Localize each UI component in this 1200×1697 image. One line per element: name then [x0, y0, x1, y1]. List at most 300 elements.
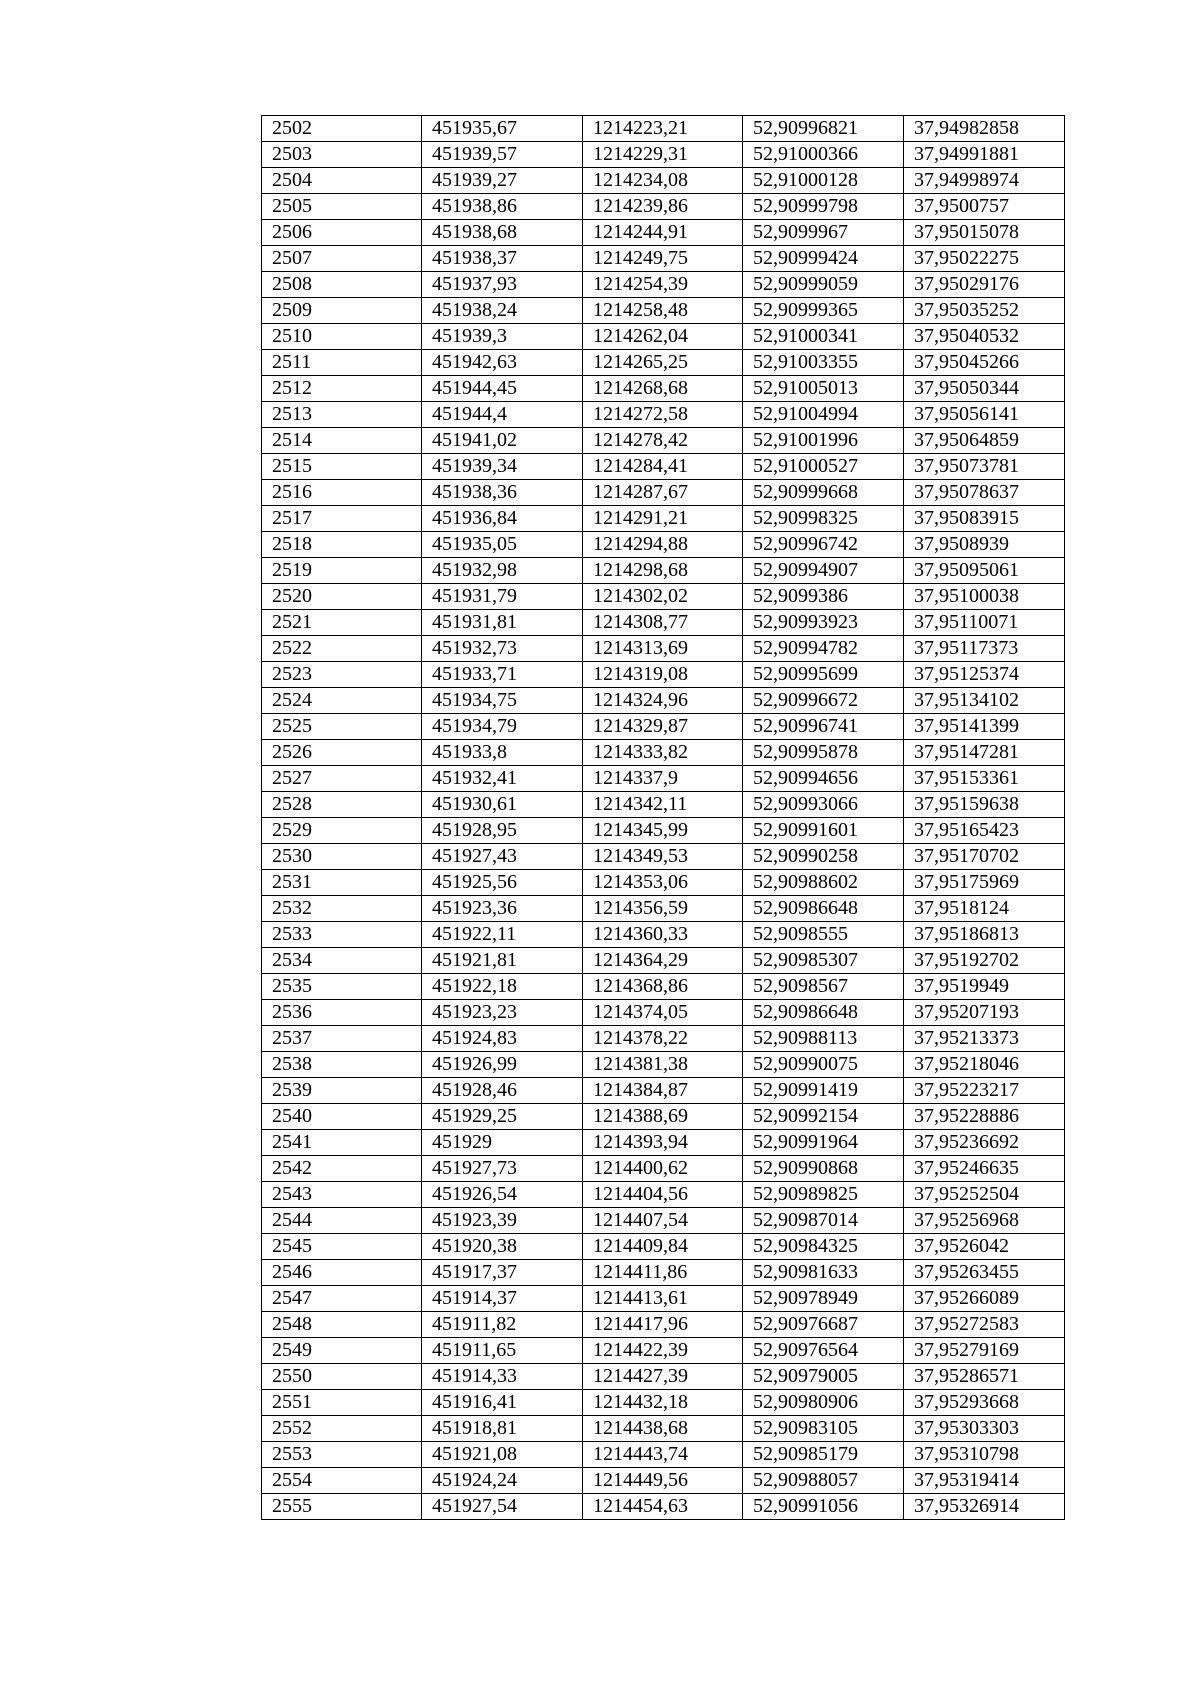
x-coordinate-cell: 451925,56 — [422, 870, 583, 896]
point-number-cell: 2532 — [262, 896, 422, 922]
longitude-cell: 37,94982858 — [904, 116, 1065, 142]
y-coordinate-cell: 1214393,94 — [583, 1130, 743, 1156]
table-row — [262, 324, 1065, 350]
longitude-cell: 37,95083915 — [904, 506, 1065, 532]
y-coordinate-cell: 1214378,22 — [583, 1026, 743, 1052]
y-coordinate-cell: 1214308,77 — [583, 610, 743, 636]
longitude-cell: 37,95029176 — [904, 272, 1065, 298]
x-coordinate-cell: 451932,98 — [422, 558, 583, 584]
table-row — [262, 1104, 1065, 1130]
latitude-cell: 52,90990075 — [743, 1052, 904, 1078]
point-number-cell: 2550 — [262, 1364, 422, 1390]
x-coordinate-cell: 451944,45 — [422, 376, 583, 402]
table-row — [262, 558, 1065, 584]
point-number-cell: 2552 — [262, 1416, 422, 1442]
latitude-cell: 52,9098555 — [743, 922, 904, 948]
longitude-cell: 37,94991881 — [904, 142, 1065, 168]
y-coordinate-cell: 1214342,11 — [583, 792, 743, 818]
longitude-cell: 37,95286571 — [904, 1364, 1065, 1390]
latitude-cell: 52,9099967 — [743, 220, 904, 246]
point-number-cell: 2504 — [262, 168, 422, 194]
y-coordinate-cell: 1214443,74 — [583, 1442, 743, 1468]
x-coordinate-cell: 451929 — [422, 1130, 583, 1156]
point-number-cell: 2529 — [262, 818, 422, 844]
y-coordinate-cell: 1214407,54 — [583, 1208, 743, 1234]
point-number-cell: 2528 — [262, 792, 422, 818]
x-coordinate-cell: 451923,23 — [422, 1000, 583, 1026]
x-coordinate-cell: 451911,82 — [422, 1312, 583, 1338]
x-coordinate-cell: 451939,57 — [422, 142, 583, 168]
x-coordinate-cell: 451932,41 — [422, 766, 583, 792]
point-number-cell: 2547 — [262, 1286, 422, 1312]
latitude-cell: 52,90978949 — [743, 1286, 904, 1312]
point-number-cell: 2537 — [262, 1026, 422, 1052]
x-coordinate-cell: 451935,05 — [422, 532, 583, 558]
latitude-cell: 52,91000366 — [743, 142, 904, 168]
table-row — [262, 1390, 1065, 1416]
table-row — [262, 1052, 1065, 1078]
longitude-cell: 37,95236692 — [904, 1130, 1065, 1156]
y-coordinate-cell: 1214284,41 — [583, 454, 743, 480]
table-row — [262, 1234, 1065, 1260]
x-coordinate-cell: 451938,86 — [422, 194, 583, 220]
point-number-cell: 2503 — [262, 142, 422, 168]
point-number-cell: 2522 — [262, 636, 422, 662]
table-row — [262, 974, 1065, 1000]
table-row — [262, 1442, 1065, 1468]
latitude-cell: 52,90990868 — [743, 1156, 904, 1182]
table-row — [262, 142, 1065, 168]
table-row — [262, 844, 1065, 870]
table-row — [262, 116, 1065, 142]
longitude-cell: 37,95263455 — [904, 1260, 1065, 1286]
latitude-cell: 52,90991964 — [743, 1130, 904, 1156]
longitude-cell: 37,95117373 — [904, 636, 1065, 662]
point-number-cell: 2536 — [262, 1000, 422, 1026]
y-coordinate-cell: 1214411,86 — [583, 1260, 743, 1286]
point-number-cell: 2540 — [262, 1104, 422, 1130]
point-number-cell: 2533 — [262, 922, 422, 948]
y-coordinate-cell: 1214258,48 — [583, 298, 743, 324]
longitude-cell: 37,95064859 — [904, 428, 1065, 454]
x-coordinate-cell: 451936,84 — [422, 506, 583, 532]
y-coordinate-cell: 1214268,68 — [583, 376, 743, 402]
point-number-cell: 2555 — [262, 1494, 422, 1520]
latitude-cell: 52,90991419 — [743, 1078, 904, 1104]
longitude-cell: 37,95319414 — [904, 1468, 1065, 1494]
x-coordinate-cell: 451935,67 — [422, 116, 583, 142]
longitude-cell: 37,95022275 — [904, 246, 1065, 272]
table-row — [262, 792, 1065, 818]
longitude-cell: 37,95159638 — [904, 792, 1065, 818]
table-row — [262, 636, 1065, 662]
point-number-cell: 2530 — [262, 844, 422, 870]
latitude-cell: 52,91003355 — [743, 350, 904, 376]
y-coordinate-cell: 1214400,62 — [583, 1156, 743, 1182]
x-coordinate-cell: 451927,54 — [422, 1494, 583, 1520]
x-coordinate-cell: 451918,81 — [422, 1416, 583, 1442]
point-number-cell: 2531 — [262, 870, 422, 896]
point-number-cell: 2527 — [262, 766, 422, 792]
longitude-cell: 37,95073781 — [904, 454, 1065, 480]
table-row — [262, 1182, 1065, 1208]
table-row — [262, 194, 1065, 220]
table-row — [262, 1156, 1065, 1182]
y-coordinate-cell: 1214360,33 — [583, 922, 743, 948]
y-coordinate-cell: 1214302,02 — [583, 584, 743, 610]
table-row — [262, 1260, 1065, 1286]
y-coordinate-cell: 1214454,63 — [583, 1494, 743, 1520]
point-number-cell: 2518 — [262, 532, 422, 558]
latitude-cell: 52,90995699 — [743, 662, 904, 688]
latitude-cell: 52,91000341 — [743, 324, 904, 350]
point-number-cell: 2506 — [262, 220, 422, 246]
point-number-cell: 2521 — [262, 610, 422, 636]
x-coordinate-cell: 451938,37 — [422, 246, 583, 272]
latitude-cell: 52,90999059 — [743, 272, 904, 298]
y-coordinate-cell: 1214287,67 — [583, 480, 743, 506]
latitude-cell: 52,90987014 — [743, 1208, 904, 1234]
table-row — [262, 584, 1065, 610]
longitude-cell: 37,95303303 — [904, 1416, 1065, 1442]
point-number-cell: 2554 — [262, 1468, 422, 1494]
longitude-cell: 37,95153361 — [904, 766, 1065, 792]
y-coordinate-cell: 1214294,88 — [583, 532, 743, 558]
table-row — [262, 454, 1065, 480]
latitude-cell: 52,90993923 — [743, 610, 904, 636]
latitude-cell: 52,90996741 — [743, 714, 904, 740]
x-coordinate-cell: 451944,4 — [422, 402, 583, 428]
table-row — [262, 1416, 1065, 1442]
table-row — [262, 740, 1065, 766]
table-row — [262, 376, 1065, 402]
coordinates-table — [261, 115, 1065, 1520]
table-row — [262, 1286, 1065, 1312]
table-row — [262, 1494, 1065, 1520]
x-coordinate-cell: 451926,99 — [422, 1052, 583, 1078]
longitude-cell: 37,95218046 — [904, 1052, 1065, 1078]
x-coordinate-cell: 451933,8 — [422, 740, 583, 766]
latitude-cell: 52,90999798 — [743, 194, 904, 220]
y-coordinate-cell: 1214404,56 — [583, 1182, 743, 1208]
x-coordinate-cell: 451914,37 — [422, 1286, 583, 1312]
x-coordinate-cell: 451911,65 — [422, 1338, 583, 1364]
x-coordinate-cell: 451928,46 — [422, 1078, 583, 1104]
latitude-cell: 52,90988057 — [743, 1468, 904, 1494]
table-row — [262, 532, 1065, 558]
x-coordinate-cell: 451941,02 — [422, 428, 583, 454]
y-coordinate-cell: 1214278,42 — [583, 428, 743, 454]
point-number-cell: 2515 — [262, 454, 422, 480]
point-number-cell: 2548 — [262, 1312, 422, 1338]
longitude-cell: 37,95035252 — [904, 298, 1065, 324]
latitude-cell: 52,90985307 — [743, 948, 904, 974]
y-coordinate-cell: 1214272,58 — [583, 402, 743, 428]
table-row — [262, 766, 1065, 792]
y-coordinate-cell: 1214329,87 — [583, 714, 743, 740]
x-coordinate-cell: 451934,75 — [422, 688, 583, 714]
point-number-cell: 2553 — [262, 1442, 422, 1468]
longitude-cell: 37,95045266 — [904, 350, 1065, 376]
y-coordinate-cell: 1214349,53 — [583, 844, 743, 870]
longitude-cell: 37,9526042 — [904, 1234, 1065, 1260]
point-number-cell: 2544 — [262, 1208, 422, 1234]
x-coordinate-cell: 451924,83 — [422, 1026, 583, 1052]
x-coordinate-cell: 451920,38 — [422, 1234, 583, 1260]
latitude-cell: 52,91000128 — [743, 168, 904, 194]
point-number-cell: 2541 — [262, 1130, 422, 1156]
table-row — [262, 662, 1065, 688]
longitude-cell: 37,95050344 — [904, 376, 1065, 402]
table-row — [262, 714, 1065, 740]
x-coordinate-cell: 451926,54 — [422, 1182, 583, 1208]
table-row — [262, 350, 1065, 376]
y-coordinate-cell: 1214368,86 — [583, 974, 743, 1000]
longitude-cell: 37,95040532 — [904, 324, 1065, 350]
point-number-cell: 2525 — [262, 714, 422, 740]
x-coordinate-cell: 451914,33 — [422, 1364, 583, 1390]
point-number-cell: 2512 — [262, 376, 422, 402]
longitude-cell: 37,95134102 — [904, 688, 1065, 714]
y-coordinate-cell: 1214409,84 — [583, 1234, 743, 1260]
latitude-cell: 52,91005013 — [743, 376, 904, 402]
latitude-cell: 52,90999365 — [743, 298, 904, 324]
latitude-cell: 52,90979005 — [743, 1364, 904, 1390]
point-number-cell: 2538 — [262, 1052, 422, 1078]
y-coordinate-cell: 1214298,68 — [583, 558, 743, 584]
latitude-cell: 52,90990258 — [743, 844, 904, 870]
x-coordinate-cell: 451938,36 — [422, 480, 583, 506]
longitude-cell: 37,95326914 — [904, 1494, 1065, 1520]
x-coordinate-cell: 451921,08 — [422, 1442, 583, 1468]
table-row — [262, 818, 1065, 844]
table-row — [262, 298, 1065, 324]
point-number-cell: 2516 — [262, 480, 422, 506]
longitude-cell: 37,95272583 — [904, 1312, 1065, 1338]
x-coordinate-cell: 451923,39 — [422, 1208, 583, 1234]
point-number-cell: 2519 — [262, 558, 422, 584]
x-coordinate-cell: 451916,41 — [422, 1390, 583, 1416]
point-number-cell: 2526 — [262, 740, 422, 766]
table-row — [262, 1364, 1065, 1390]
table-row — [262, 922, 1065, 948]
y-coordinate-cell: 1214417,96 — [583, 1312, 743, 1338]
longitude-cell: 37,94998974 — [904, 168, 1065, 194]
longitude-cell: 37,9519949 — [904, 974, 1065, 1000]
y-coordinate-cell: 1214345,99 — [583, 818, 743, 844]
x-coordinate-cell: 451927,73 — [422, 1156, 583, 1182]
y-coordinate-cell: 1214333,82 — [583, 740, 743, 766]
table-row — [262, 506, 1065, 532]
latitude-cell: 52,90988602 — [743, 870, 904, 896]
longitude-cell: 37,95228886 — [904, 1104, 1065, 1130]
y-coordinate-cell: 1214254,39 — [583, 272, 743, 298]
latitude-cell: 52,90996821 — [743, 116, 904, 142]
latitude-cell: 52,90983105 — [743, 1416, 904, 1442]
latitude-cell: 52,90986648 — [743, 896, 904, 922]
longitude-cell: 37,95095061 — [904, 558, 1065, 584]
latitude-cell: 52,90994907 — [743, 558, 904, 584]
longitude-cell: 37,95186813 — [904, 922, 1065, 948]
x-coordinate-cell: 451922,11 — [422, 922, 583, 948]
x-coordinate-cell: 451921,81 — [422, 948, 583, 974]
y-coordinate-cell: 1214388,69 — [583, 1104, 743, 1130]
table-row — [262, 402, 1065, 428]
y-coordinate-cell: 1214324,96 — [583, 688, 743, 714]
x-coordinate-cell: 451929,25 — [422, 1104, 583, 1130]
longitude-cell: 37,95056141 — [904, 402, 1065, 428]
point-number-cell: 2542 — [262, 1156, 422, 1182]
latitude-cell: 52,90985179 — [743, 1442, 904, 1468]
latitude-cell: 52,90996672 — [743, 688, 904, 714]
table-row — [262, 1130, 1065, 1156]
y-coordinate-cell: 1214265,25 — [583, 350, 743, 376]
y-coordinate-cell: 1214384,87 — [583, 1078, 743, 1104]
y-coordinate-cell: 1214381,38 — [583, 1052, 743, 1078]
y-coordinate-cell: 1214262,04 — [583, 324, 743, 350]
latitude-cell: 52,90980906 — [743, 1390, 904, 1416]
latitude-cell: 52,90988113 — [743, 1026, 904, 1052]
latitude-cell: 52,90991056 — [743, 1494, 904, 1520]
x-coordinate-cell: 451938,68 — [422, 220, 583, 246]
table-row — [262, 1468, 1065, 1494]
x-coordinate-cell: 451923,36 — [422, 896, 583, 922]
x-coordinate-cell: 451931,79 — [422, 584, 583, 610]
table-row — [262, 428, 1065, 454]
y-coordinate-cell: 1214449,56 — [583, 1468, 743, 1494]
longitude-cell: 37,95279169 — [904, 1338, 1065, 1364]
y-coordinate-cell: 1214413,61 — [583, 1286, 743, 1312]
table-row — [262, 1000, 1065, 1026]
table-row — [262, 1078, 1065, 1104]
table-row — [262, 870, 1065, 896]
longitude-cell: 37,95223217 — [904, 1078, 1065, 1104]
table-row — [262, 610, 1065, 636]
point-number-cell: 2502 — [262, 116, 422, 142]
coordinates-table-body — [262, 116, 1065, 1520]
x-coordinate-cell: 451924,24 — [422, 1468, 583, 1494]
x-coordinate-cell: 451939,34 — [422, 454, 583, 480]
longitude-cell: 37,9508939 — [904, 532, 1065, 558]
x-coordinate-cell: 451928,95 — [422, 818, 583, 844]
point-number-cell: 2505 — [262, 194, 422, 220]
y-coordinate-cell: 1214229,31 — [583, 142, 743, 168]
point-number-cell: 2551 — [262, 1390, 422, 1416]
latitude-cell: 52,90993066 — [743, 792, 904, 818]
table-row — [262, 168, 1065, 194]
latitude-cell: 52,90999424 — [743, 246, 904, 272]
latitude-cell: 52,90976687 — [743, 1312, 904, 1338]
longitude-cell: 37,95246635 — [904, 1156, 1065, 1182]
longitude-cell: 37,95213373 — [904, 1026, 1065, 1052]
x-coordinate-cell: 451927,43 — [422, 844, 583, 870]
table-row — [262, 220, 1065, 246]
longitude-cell: 37,95192702 — [904, 948, 1065, 974]
longitude-cell: 37,95141399 — [904, 714, 1065, 740]
table-row — [262, 1312, 1065, 1338]
y-coordinate-cell: 1214432,18 — [583, 1390, 743, 1416]
latitude-cell: 52,90998325 — [743, 506, 904, 532]
y-coordinate-cell: 1214249,75 — [583, 246, 743, 272]
longitude-cell: 37,9518124 — [904, 896, 1065, 922]
table-row — [262, 246, 1065, 272]
y-coordinate-cell: 1214234,08 — [583, 168, 743, 194]
y-coordinate-cell: 1214319,08 — [583, 662, 743, 688]
point-number-cell: 2545 — [262, 1234, 422, 1260]
point-number-cell: 2523 — [262, 662, 422, 688]
y-coordinate-cell: 1214353,06 — [583, 870, 743, 896]
longitude-cell: 37,95252504 — [904, 1182, 1065, 1208]
latitude-cell: 52,91001996 — [743, 428, 904, 454]
y-coordinate-cell: 1214374,05 — [583, 1000, 743, 1026]
longitude-cell: 37,95110071 — [904, 610, 1065, 636]
latitude-cell: 52,91004994 — [743, 402, 904, 428]
point-number-cell: 2524 — [262, 688, 422, 714]
y-coordinate-cell: 1214427,39 — [583, 1364, 743, 1390]
latitude-cell: 52,9098567 — [743, 974, 904, 1000]
latitude-cell: 52,90992154 — [743, 1104, 904, 1130]
table-row — [262, 896, 1065, 922]
latitude-cell: 52,90994656 — [743, 766, 904, 792]
latitude-cell: 52,90976564 — [743, 1338, 904, 1364]
y-coordinate-cell: 1214438,68 — [583, 1416, 743, 1442]
x-coordinate-cell: 451931,81 — [422, 610, 583, 636]
longitude-cell: 37,95256968 — [904, 1208, 1065, 1234]
x-coordinate-cell: 451939,3 — [422, 324, 583, 350]
point-number-cell: 2514 — [262, 428, 422, 454]
longitude-cell: 37,95175969 — [904, 870, 1065, 896]
point-number-cell: 2546 — [262, 1260, 422, 1286]
table-row — [262, 1338, 1065, 1364]
longitude-cell: 37,95100038 — [904, 584, 1065, 610]
y-coordinate-cell: 1214422,39 — [583, 1338, 743, 1364]
point-number-cell: 2508 — [262, 272, 422, 298]
point-number-cell: 2534 — [262, 948, 422, 974]
latitude-cell: 52,9099386 — [743, 584, 904, 610]
x-coordinate-cell: 451939,27 — [422, 168, 583, 194]
y-coordinate-cell: 1214223,21 — [583, 116, 743, 142]
latitude-cell: 52,90984325 — [743, 1234, 904, 1260]
table-row — [262, 688, 1065, 714]
latitude-cell: 52,90995878 — [743, 740, 904, 766]
latitude-cell: 52,90999668 — [743, 480, 904, 506]
point-number-cell: 2520 — [262, 584, 422, 610]
longitude-cell: 37,95165423 — [904, 818, 1065, 844]
latitude-cell: 52,90994782 — [743, 636, 904, 662]
point-number-cell: 2509 — [262, 298, 422, 324]
x-coordinate-cell: 451930,61 — [422, 792, 583, 818]
table-row — [262, 1208, 1065, 1234]
longitude-cell: 37,95293668 — [904, 1390, 1065, 1416]
point-number-cell: 2517 — [262, 506, 422, 532]
point-number-cell: 2549 — [262, 1338, 422, 1364]
point-number-cell: 2539 — [262, 1078, 422, 1104]
longitude-cell: 37,95207193 — [904, 1000, 1065, 1026]
longitude-cell: 37,95266089 — [904, 1286, 1065, 1312]
latitude-cell: 52,91000527 — [743, 454, 904, 480]
x-coordinate-cell: 451934,79 — [422, 714, 583, 740]
longitude-cell: 37,95170702 — [904, 844, 1065, 870]
x-coordinate-cell: 451938,24 — [422, 298, 583, 324]
y-coordinate-cell: 1214244,91 — [583, 220, 743, 246]
longitude-cell: 37,95310798 — [904, 1442, 1065, 1468]
latitude-cell: 52,90981633 — [743, 1260, 904, 1286]
longitude-cell: 37,95147281 — [904, 740, 1065, 766]
point-number-cell: 2507 — [262, 246, 422, 272]
longitude-cell: 37,95015078 — [904, 220, 1065, 246]
latitude-cell: 52,90996742 — [743, 532, 904, 558]
y-coordinate-cell: 1214356,59 — [583, 896, 743, 922]
